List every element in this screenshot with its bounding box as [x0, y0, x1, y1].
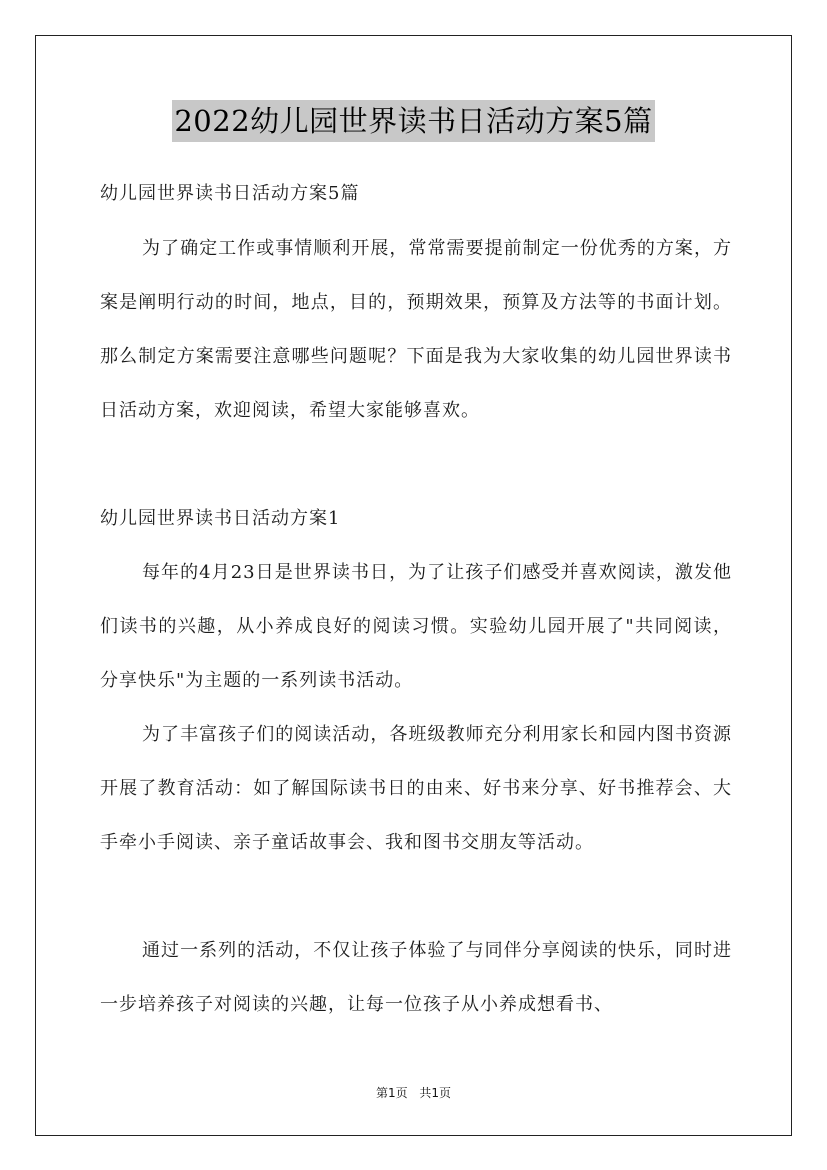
page-footer	[0, 1084, 827, 1101]
section-1-heading: 幼儿园世界读书日活动方案1	[100, 508, 341, 529]
title-container	[0, 100, 827, 142]
section-1-paragraph-1: 每年的4月23日是世界读书日，为了让孩子们感受并喜欢阅读，激发他们读书的兴趣，从小养成良好的阅读习惯。实验幼儿园开展了"共同阅读，分享快乐"为主题的一系列读书活动。	[100, 562, 732, 691]
page-number-current: 第1页	[375, 1086, 408, 1100]
intro-paragraph: 为了确定工作或事情顺利开展，常常需要提前制定一份优秀的方案，方案是阐明行动的时间，地点，目的，预期效果，预算及方法等的书面计划。那么制定方案需要注意哪些问题呢？下面是我为大家收集的幼儿园世界读书日活动方案，欢迎阅读，希望大家能够喜欢。	[100, 238, 732, 421]
document-title: 2022幼儿园世界读书日活动方案5篇	[172, 100, 654, 142]
page-number-total: 共1页	[419, 1086, 452, 1100]
document-subtitle: 幼儿园世界读书日活动方案5篇	[100, 183, 360, 204]
section-1-paragraph-3: 通过一系列的活动，不仅让孩子体验了与同伴分享阅读的快乐，同时进一步培养孩子对阅读的兴趣，让每一位孩子从小养成想看书、	[100, 940, 732, 1015]
section-1-paragraph-2: 为了丰富孩子们的阅读活动，各班级教师充分利用家长和园内图书资源开展了教育活动：如了解国际读书日的由来、好书来分享、好书推荐会、大手牵小手阅读、亲子童话故事会、我和图书交朋友等活动。	[100, 724, 732, 853]
